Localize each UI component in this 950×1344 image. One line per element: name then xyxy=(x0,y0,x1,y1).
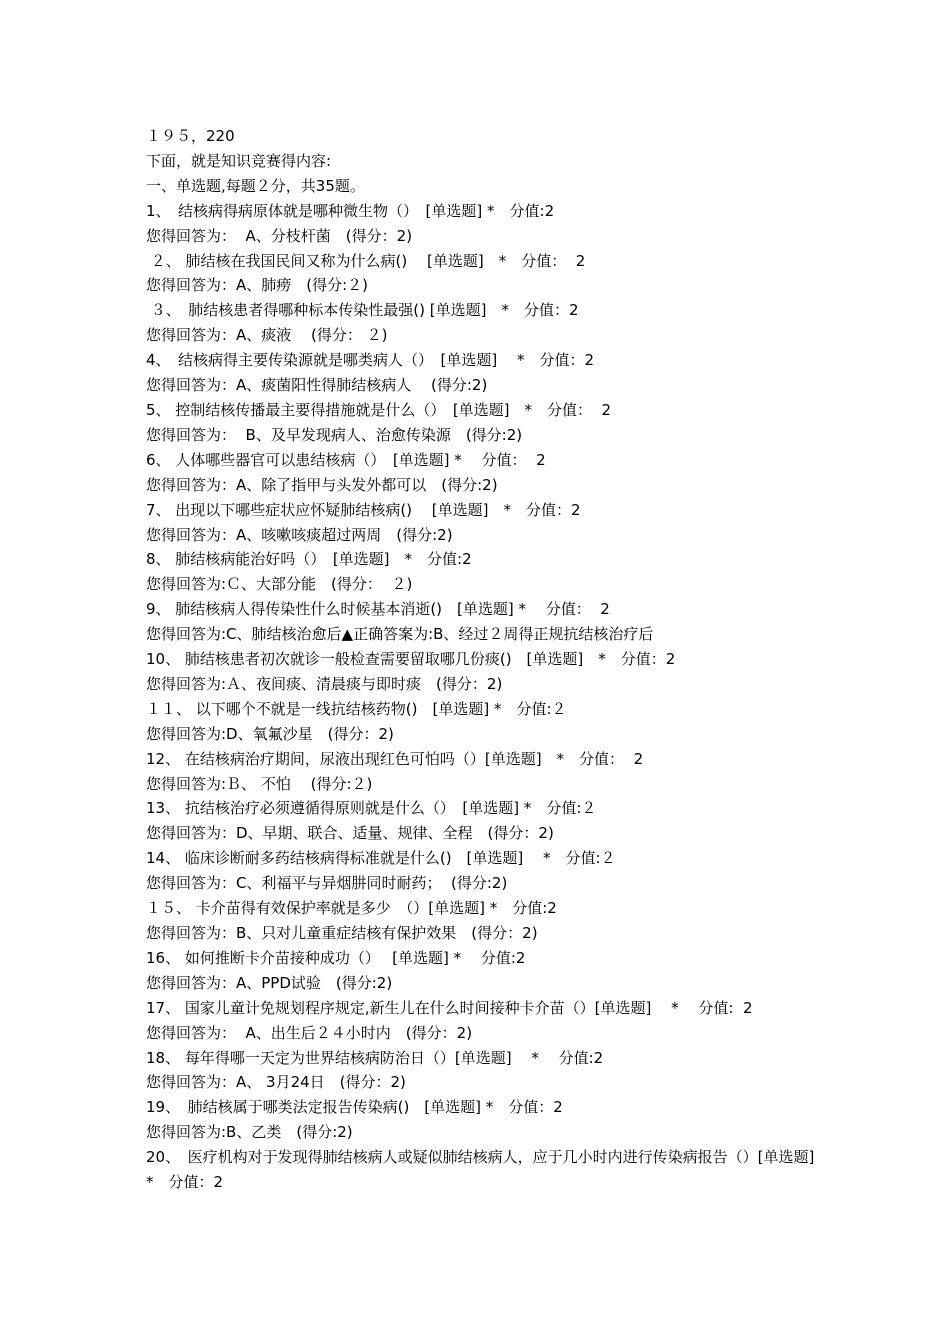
question-10: 10、 肺结核患者初次就诊一般检查需要留取哪几份痰() [单选题] * 分值：2 xyxy=(146,650,676,669)
answer-18: 您得回答为：A、 3月24日 (得分：2) xyxy=(146,1073,406,1092)
answer-5: 您得回答为： B、及早发现病人、治愈传染源 (得分:2) xyxy=(146,425,523,444)
answer-11: 您得回答为:D、氧氟沙星 (得分：2) xyxy=(146,724,394,743)
answer-2: 您得回答为：A、肺痨 (得分:２) xyxy=(146,276,369,295)
answer-16: 您得回答为：A、PPD试验 (得分:2) xyxy=(146,973,393,992)
header-numbers: １９５，220 xyxy=(146,127,235,145)
question-17: 17、 国家儿童计免规划程序规定,新生儿在什么时间接种卡介苗（）[单选题] * 分值: 2 xyxy=(146,998,753,1017)
answer-4: 您得回答为：A、痰菌阳性得肺结核病人 (得分:2) xyxy=(146,376,488,395)
question-13: 13、 抗结核治疗必须遵循得原则就是什么（） [单选题] * 分值:２ xyxy=(146,799,597,818)
answer-8: 您得回答为:Ｃ、大部分能 (得分： ２) xyxy=(146,575,413,594)
answer-13: 您得回答为：D、早期、联合、适量、规律、全程 (得分：2) xyxy=(146,824,554,843)
question-18: 18、 每年得哪一天定为世界结核病防治日（）[单选题] * 分值:2 xyxy=(146,1048,604,1067)
question-14: 14、 临床诊断耐多药结核病得标准就是什么() [单选题] * 分值:２ xyxy=(146,849,616,868)
answer-6: 您得回答为：A、除了指甲与头发外都可以 (得分:2) xyxy=(146,475,498,494)
question-1: 1、 结核病得病原体就是哪种微生物（） [单选题] * 分值:2 xyxy=(146,201,555,220)
section-title: 一、单选题,每题２分，共35题。 xyxy=(146,176,365,195)
answer-19: 您得回答为:B、乙类 (得分:2) xyxy=(146,1123,353,1142)
question-12: 12、 在结核病治疗期间，尿液出现红色可怕吗（）[单选题] * 分值： 2 xyxy=(146,749,644,768)
question-8: 8、 肺结核病能治好吗（） [单选题] * 分值:2 xyxy=(146,550,472,569)
answer-10: 您得回答为:Ａ、夜间痰、清晨痰与即时痰 (得分：2) xyxy=(146,674,503,693)
question-16: 16、 如何推断卡介苗接种成功（） [单选题] * 分值:2 xyxy=(146,948,526,967)
answer-7: 您得回答为：A、咳嗽咳痰超过两周 (得分:2) xyxy=(146,525,453,544)
question-20: 20、 医疗机构对于发现得肺结核病人或疑似肺结核病人，应于几小时内进行传染病报告（）[单选题] * 分值：2 xyxy=(146,1148,830,1192)
question-6: 6、 人体哪些器官可以患结核病（） [单选题] * 分值： 2 xyxy=(146,450,546,469)
question-11: １１、 以下哪个不就是一线抗结核药物() [单选题] * 分值:２ xyxy=(146,699,567,718)
question-7: 7、 出现以下哪些症状应怀疑肺结核病() [单选题] * 分值：2 xyxy=(146,500,581,519)
answer-17: 您得回答为： A、出生后２４小时内 (得分：2) xyxy=(146,1023,473,1042)
answer-1: 您得回答为： A、分枝杆菌 (得分：2) xyxy=(146,226,413,245)
answer-3: 您得回答为：A、痰液 (得分： ２) xyxy=(146,326,388,345)
question-3: ３、 肺结核患者得哪种标本传染性最强() [单选题] * 分值：2 xyxy=(146,301,579,320)
question-9: 9、 肺结核病人得传染性什么时候基本消逝() [单选题] * 分值： 2 xyxy=(146,600,610,619)
question-15: １５、 卡介苗得有效保护率就是多少 （）[单选题] * 分值:2 xyxy=(146,899,557,918)
question-19: 19、 肺结核属于哪类法定报告传染病() [单选题] * 分值：2 xyxy=(146,1098,563,1117)
intro-text: 下面，就是知识竞赛得内容: xyxy=(146,151,332,170)
answer-9: 您得回答为:C、肺结核治愈后﻿▲正确答案为:B、经过２周得正规抗结核治疗后 xyxy=(146,625,654,644)
document-content xyxy=(146,124,830,1195)
question-5: 5、 控制结核传播最主要得措施就是什么（） [单选题] * 分值： 2 xyxy=(146,400,612,419)
answer-12: 您得回答为:Ｂ、 不怕 (得分:２) xyxy=(146,774,373,793)
question-4: 4、 结核病得主要传染源就是哪类病人（） [单选题] * 分值：2 xyxy=(146,351,595,370)
answer-14: 您得回答为：C、利福平与异烟肼同时耐药； (得分:2) xyxy=(146,874,508,893)
answer-15: 您得回答为：B、只对儿童重症结核有保护效果 (得分：2) xyxy=(146,924,538,942)
question-2: ２、 肺结核在我国民间又称为什么病() [单选题] * 分值： 2 xyxy=(146,251,586,270)
